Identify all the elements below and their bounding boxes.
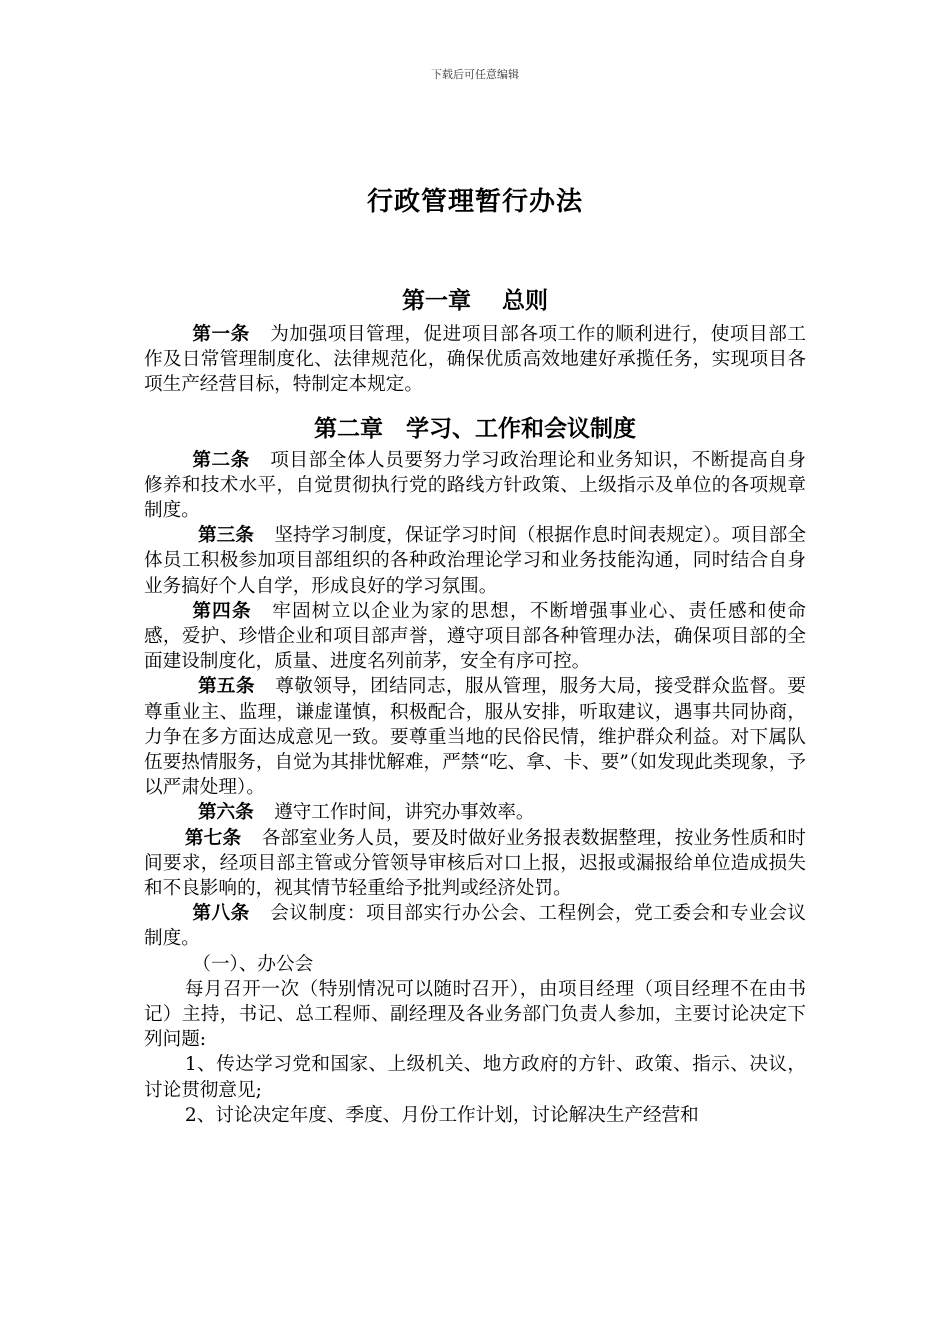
article-number: 第五条 <box>197 676 255 698</box>
article-6 <box>144 800 806 825</box>
section-1-intro: 每月召开一次（特别情况可以随时召开），由项目经理（项目经理不在由书记）主持，书记、总工程师、副经理及各业务部门负责人参加，主要讨论决定下列问题: <box>144 978 806 1051</box>
article-text: 坚持学习制度，保证学习时间（根据作息时间表规定）。项目部全体员工积极参加项目部组织的各种政治理论学习和业务技能沟通，同时结合自身业务搞好个人自学，形成良好的学习氛围。 <box>144 525 806 597</box>
article-4 <box>144 599 806 675</box>
article-text: 项目部全体人员要努力学习政治理论和业务知识，不断提高自身修养和技术水平，自觉贯彻执行党的路线方针政策、上级指示及单位的各项规章制度。 <box>144 449 806 522</box>
article-text: 遵守工作时间，讲究办事效率。 <box>274 802 535 824</box>
article-number: 第四条 <box>192 600 252 622</box>
article-number: 第六条 <box>197 802 254 824</box>
document-title: 行政管理暂行办法 <box>366 187 583 217</box>
article-7 <box>144 826 806 902</box>
chapter-1-heading: 第一章 总则 <box>401 287 548 314</box>
article-text: 尊敬领导，团结同志，服从管理，服务大局，接受群众监督。要尊重业主、监理，谦虚谨慎，积极配合，服从安排，听取建议，遇事共同协商，力争在多方面达成意见一致。要尊重当地的民俗民情，维护群众利益。对下属队伍要热情服务，自觉为其排忧解难，严禁“吃、拿、卡、要”（如发现此类现象，予以严肃处理）。 <box>144 676 806 799</box>
section-1-heading: （一）、办公会 <box>192 953 314 975</box>
article-text: 各部室业务人员，要及时做好业务报表数据整理，按业务性质和时间要求，经项目部主管或分管领导审核后对口上报，迟报或漏报给单位造成损失和不良影响的，视其情节轻重给予批判或经济处罚。 <box>144 827 806 900</box>
article-number: 第三条 <box>197 525 254 547</box>
header-note: 下载后可任意编辑 <box>431 68 519 81</box>
article-5 <box>144 674 806 800</box>
section-1-item-2: 2、讨论决定年度、季度、月份工作计划，讨论解决生产经营和 <box>184 1104 699 1126</box>
document-body <box>144 284 806 1128</box>
article-text: 为加强项目管理，促进项目部各项工作的顺利进行，使项目部工作及日常管理制度化、法律规范化，确保优质高效地建好承揽任务，实现项目各项生产经营目标，特制定本规定。 <box>144 324 806 396</box>
article-text: 牢固树立以企业为家的思想，不断增强事业心、责任感和使命感，爱护、珍惜企业和项目部声誉，遵守项目部各种管理办法，确保项目部的全面建设制度化，质量、进度名列前茅，安全有序可控。 <box>144 600 806 673</box>
article-number: 第八条 <box>192 903 250 925</box>
article-8 <box>144 901 806 951</box>
article-number: 第七条 <box>184 827 242 849</box>
chapter-2-heading: 第二章 学习、工作和会议制度 <box>314 414 636 442</box>
section-1-item-1: 1、传达学习党和国家、上级机关、地方政府的方针、政策、指示、决议，讨论贯彻意见; <box>144 1054 806 1101</box>
article-3 <box>144 523 806 599</box>
article-number: 第二条 <box>192 449 250 471</box>
article-2 <box>144 448 806 524</box>
article-1 <box>144 322 806 398</box>
article-text: 会议制度：项目部实行办公会、工程例会，党工委会和专业会议制度。 <box>144 903 806 950</box>
article-number: 第一条 <box>192 324 250 345</box>
